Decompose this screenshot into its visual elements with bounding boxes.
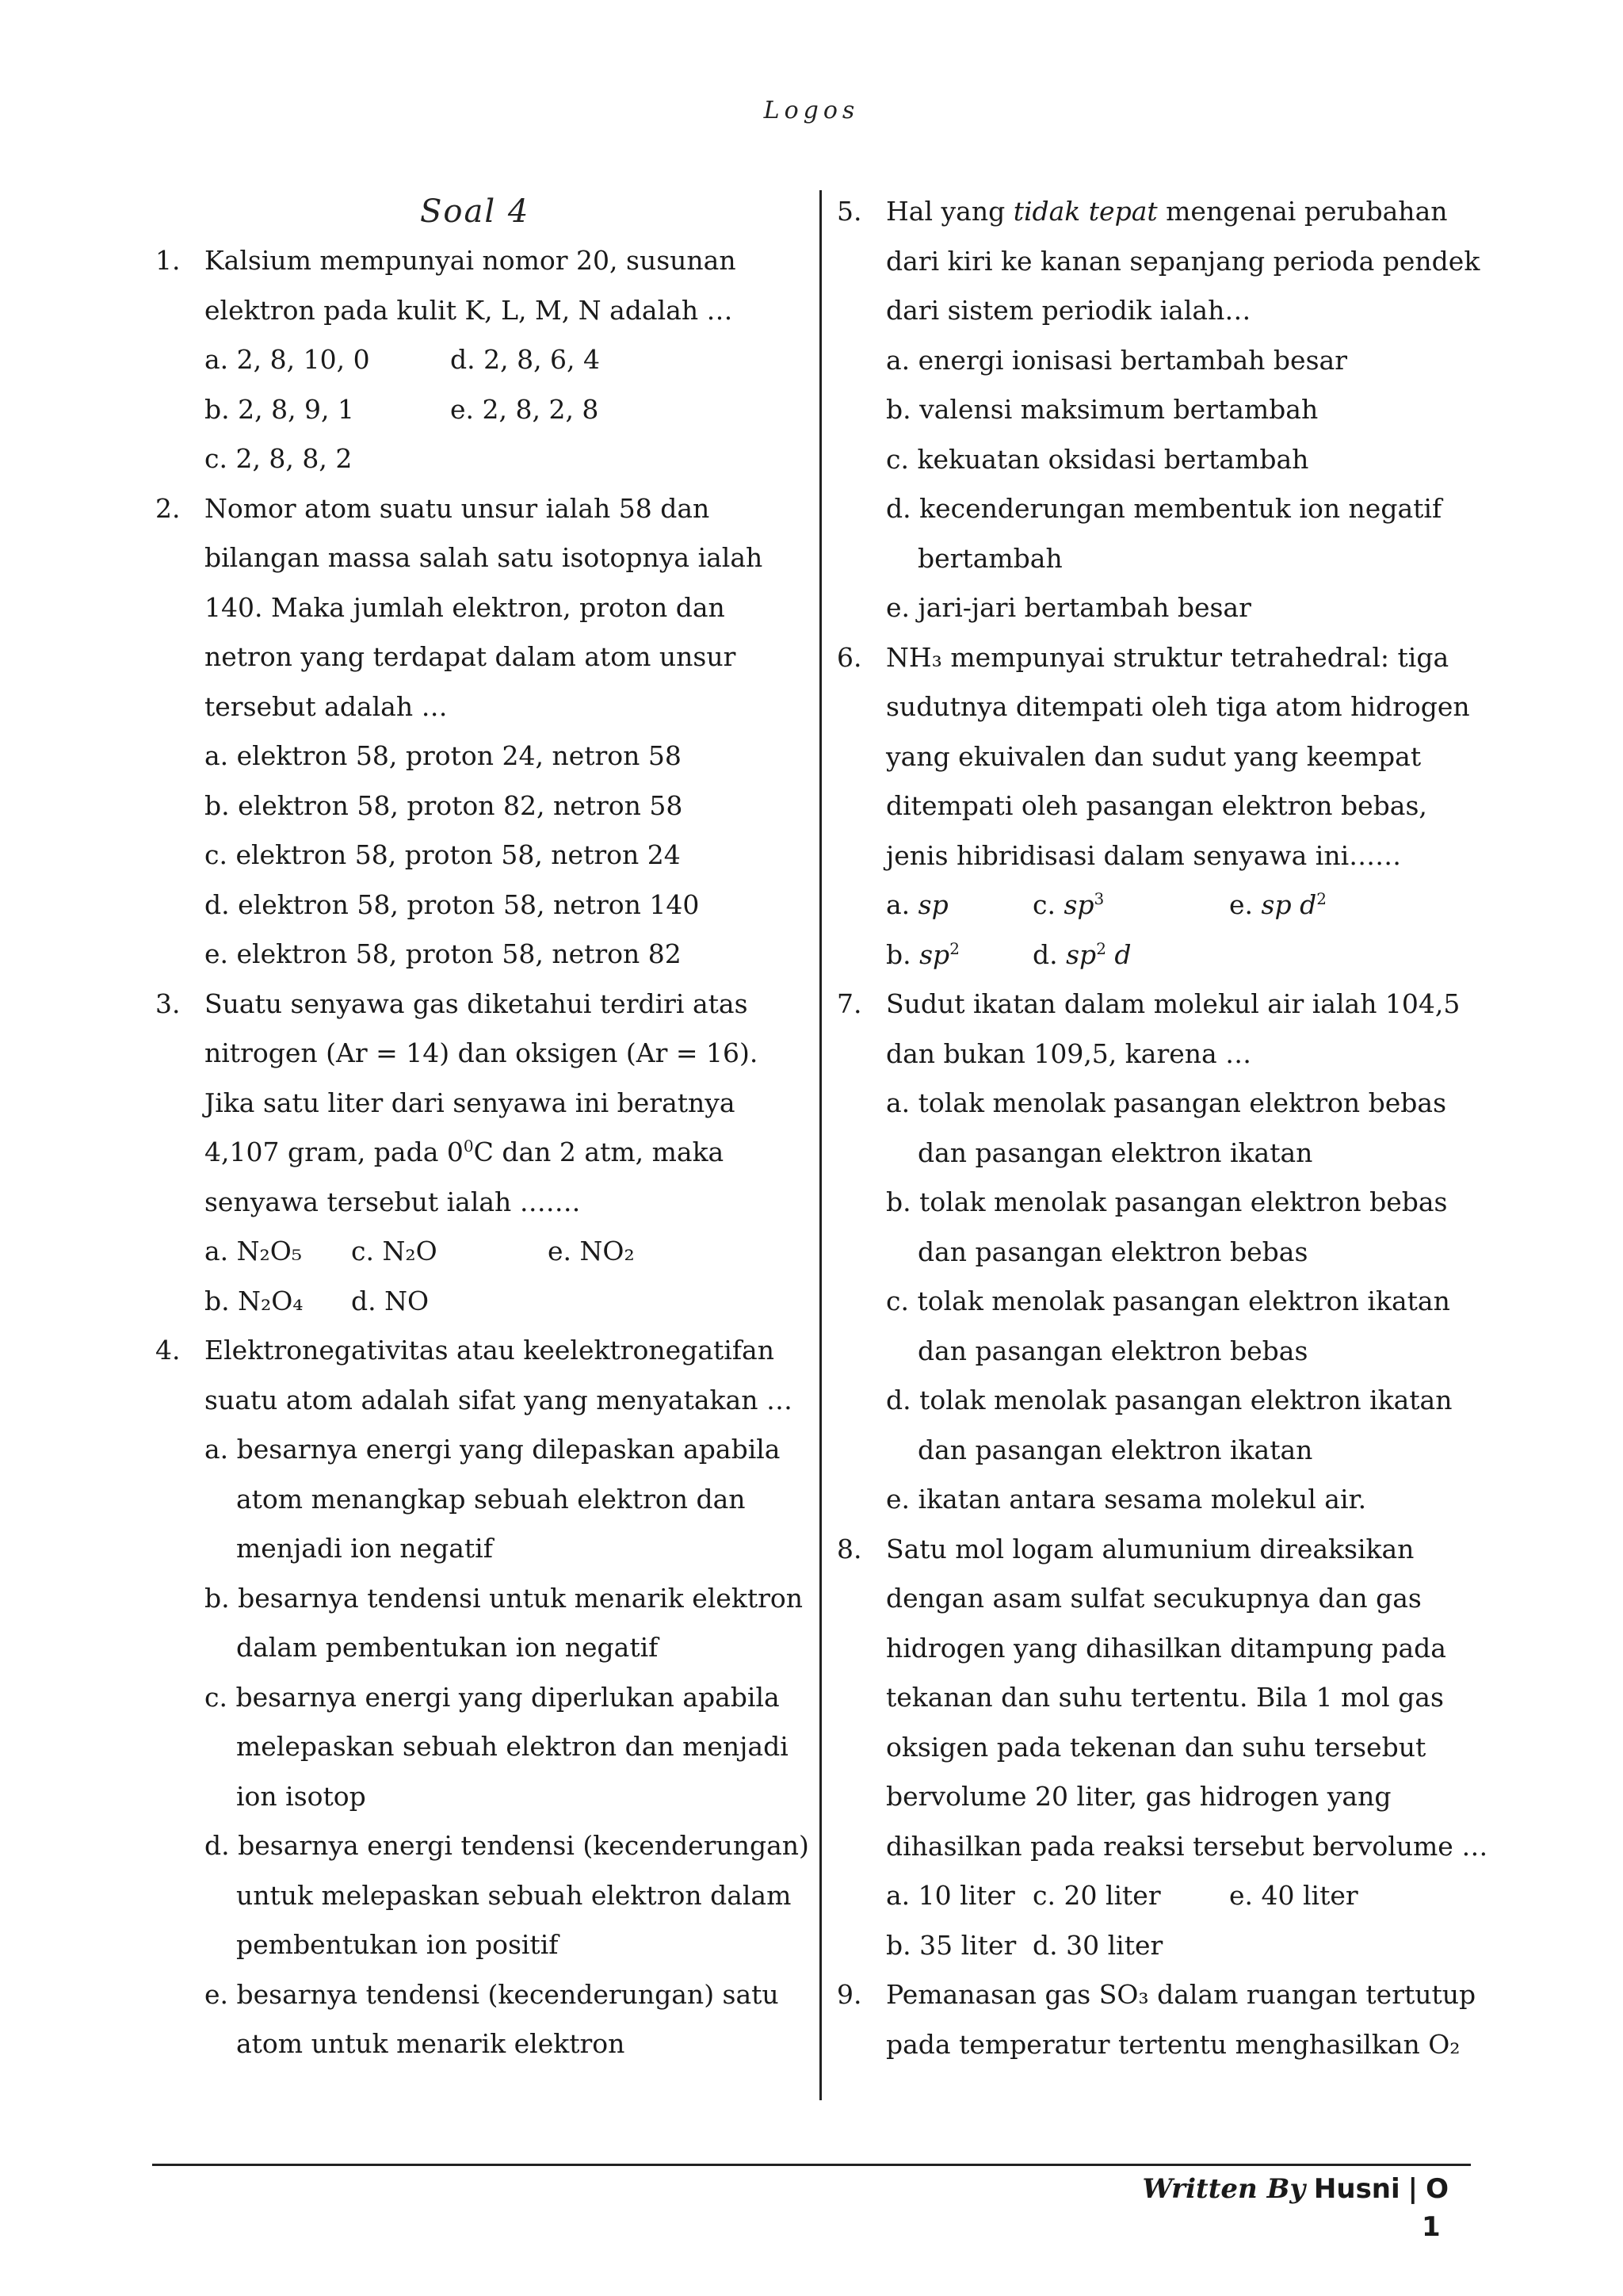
option-a: a. tolak menolak pasangan elektron bebas dan pasangan elektron ikatan [886, 1087, 1447, 1168]
question-number: 8. [837, 1533, 862, 1564]
option-d: d. 30 liter [1033, 1929, 1163, 1961]
option-a: a. N₂O₅ [204, 1236, 303, 1266]
option-e: e. ikatan antara sesama molekul air. [886, 1484, 1367, 1515]
question-9 [837, 1970, 1495, 2069]
question-number: 4. [155, 1335, 181, 1366]
section-title: Soal 4 [420, 193, 530, 230]
footer [1143, 2173, 1449, 2205]
option-b: b. 35 liter [886, 1929, 1017, 1961]
question-text: Hal yang tidak tepat mengenai perubahan dari kiri ke kanan sepanjang perioda pendek dari sistem periodik ialah… [886, 196, 1480, 326]
question-7 [837, 980, 1495, 1525]
page-number-part-1: O [1426, 2173, 1449, 2205]
option-a: a. elektron 58, proton 24, netron 58 [204, 740, 682, 771]
question-2 [155, 484, 813, 980]
question-text: Kalsium mempunyai nomor 20, susunan elektron pada kulit K, L, M, N adalah … [204, 245, 736, 326]
option-e: e. 2, 8, 2, 8 [450, 393, 599, 425]
option-e: e. 40 liter [1229, 1880, 1358, 1911]
option-b: b. tolak menolak pasangan elektron bebas dan pasangan elektron bebas [886, 1186, 1448, 1267]
option-a: a. energi ionisasi bertambah besar [886, 344, 1347, 376]
option-d: d. 2, 8, 6, 4 [450, 344, 601, 375]
option-b: b. elektron 58, proton 82, netron 58 [204, 789, 683, 821]
footer-separator: | [1407, 2173, 1419, 2205]
footer-divider [152, 2164, 1471, 2166]
left-column [155, 187, 813, 2069]
question-number: 2. [155, 492, 181, 524]
option-e: e. elektron 58, proton 58, netron 82 [204, 938, 682, 969]
question-6 [837, 633, 1495, 980]
option-a: a. 2, 8, 10, 0 [204, 344, 370, 375]
option-e: e. NO₂ [548, 1236, 635, 1266]
question-text: Satu mol logam alumunium direaksikan dengan asam sulfat secukupnya dan gas hidrogen yang dihasilkan ditampung pada tekanan dan suhu tertentu. Bila 1 mol gas oksigen pada tekenan dan suhu tersebut bervolume 20 liter, gas hidrogen yang dihasilkan pada reaksi tersebut bervolume … [886, 1533, 1488, 1862]
option-c: c. 20 liter [1033, 1880, 1161, 1911]
question-number: 1. [155, 245, 181, 276]
question-number: 6. [837, 641, 862, 673]
option-a: a. sp [886, 889, 949, 920]
question-text: Elektronegativitas atau keelektronegatifan suatu atom adalah sifat yang menyatakan … [204, 1335, 792, 1415]
option-e: e. jari-jari bertambah besar [886, 592, 1251, 623]
option-b: b. N₂O₄ [204, 1285, 304, 1316]
question-text: Pemanasan gas SO₃ dalam ruangan tertutup pada temperatur tertentu menghasilkan O₂ [886, 1979, 1476, 2060]
option-e: e. besarnya tendensi (kecenderungan) satu atom untuk menarik elektron [204, 1978, 779, 2059]
option-c: c. $sp^3$ [1033, 889, 1105, 920]
question-text: Nomor atom suatu unsur ialah 58 dan bilangan massa salah satu isotopnya ialah 140. Maka jumlah elektron, proton dan netron yang terdapat dalam atom unsur tersebut adalah … [204, 492, 763, 722]
question-number: 3. [155, 988, 181, 1019]
option-c: c. besarnya energi yang diperlukan apabila melepaskan sebuah elektron dan menjadi ion isotop [204, 1681, 789, 1812]
option-c: c. N₂O [351, 1236, 437, 1266]
option-a: a. besarnya energi yang dilepaskan apabila atom menangkap sebuah elektron dan menjadi ion negatif [204, 1434, 781, 1564]
option-b: b. 2, 8, 9, 1 [204, 393, 355, 425]
option-b: b. besarnya tendensi untuk menarik elektron dalam pembentukan ion negatif [204, 1582, 803, 1663]
option-c: c. 2, 8, 8, 2 [204, 443, 353, 474]
right-column [837, 187, 1495, 2069]
question-3 [155, 980, 813, 1327]
option-a: a. 10 liter [886, 1880, 1015, 1911]
option-d: d. besarnya energi tendensi (kecenderungan) untuk melepaskan sebuah elektron dalam pembentukan ion positif [204, 1830, 809, 1960]
page-number-part-2: 1 [1422, 2211, 1441, 2243]
question-number: 7. [837, 988, 862, 1019]
option-b: b. $sp^2$ [886, 938, 960, 970]
option-e: e. sp $d^2$ [1229, 889, 1327, 920]
option-c: c. kekuatan oksidasi bertambah [886, 443, 1309, 475]
question-5 [837, 187, 1495, 633]
header-title: Logos [763, 97, 860, 124]
question-1 [155, 236, 813, 484]
option-c: c. tolak menolak pasangan elektron ikatan dan pasangan elektron bebas [886, 1286, 1450, 1366]
question-number: 5. [837, 196, 862, 227]
author-name: Husni [1313, 2173, 1400, 2205]
option-d: d. NO [351, 1285, 430, 1316]
question-text: Sudut ikatan dalam molekul air ialah 104,5 dan bukan 109,5, karena … [886, 988, 1461, 1069]
written-by-label: Written By [1142, 2173, 1306, 2205]
option-b: b. valensi maksimum bertambah [886, 394, 1319, 425]
option-c: c. elektron 58, proton 58, netron 24 [204, 839, 681, 870]
option-d: d. tolak menolak pasangan elektron ikatan dan pasangan elektron ikatan [886, 1385, 1453, 1465]
question-4 [155, 1326, 813, 2069]
option-d: d. elektron 58, proton 58, netron 140 [204, 888, 700, 920]
question-text: Suatu senyawa gas diketahui terdiri atas nitrogen (Ar = 14) dan oksigen (Ar = 16). Jika satu liter dari senyawa ini beratnya 4,107 gram, pada $0^0C$ dan 2 atm, maka senyawa tersebut ialah ……. [204, 988, 758, 1217]
option-d: d. $sp^2$ d [1033, 938, 1132, 970]
question-8 [837, 1525, 1495, 1971]
question-number: 9. [837, 1979, 862, 2010]
option-d: d. kecenderungan membentuk ion negatif bertambah [886, 493, 1442, 574]
question-text: NH₃ mempunyai struktur tetrahedral: tiga sudutnya ditempati oleh tiga atom hidrogen yang ekuivalen dan sudut yang keempat ditempati oleh pasangan elektron bebas, jenis hibridisasi dalam senyawa ini…… [886, 641, 1470, 871]
column-divider [819, 190, 822, 2100]
